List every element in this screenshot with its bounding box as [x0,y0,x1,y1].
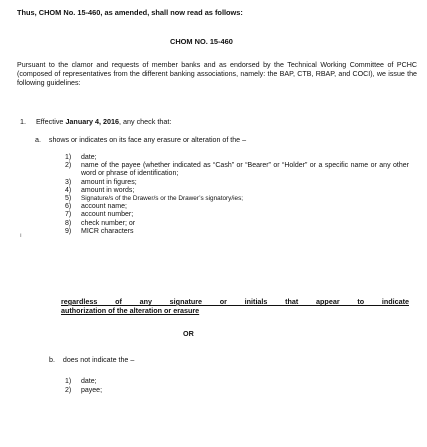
list-item-number: 1) [65,154,72,161]
sub-item-b [49,356,134,364]
regardless-clause-line-1: regardless of any signature or initials that appear to indicate [61,297,409,306]
regardless-clause [61,297,409,315]
list-item [65,211,409,219]
list-item-text: name of the payee (whether indicated as “Cash” or “Bearer” or “Holder” or a specific name or any other word or phrase of identification; [81,162,409,178]
list-item-number: 6) [65,203,72,211]
list-item [65,187,409,195]
list-item-text: amount in figures; [81,178,137,186]
margin-mark: ı [20,233,22,239]
list-item-number: 5) [65,195,72,203]
list-item-number: 2) [65,162,72,170]
missing-info-list [65,378,265,395]
list-item [65,195,409,203]
list-item [65,179,409,187]
item-1-date: January 4, 2016 [65,117,119,126]
list-item [65,220,409,228]
item-1-suffix: , any check that: [118,117,172,126]
list-item-number: 2) [65,386,72,394]
list-item-text: date; [81,154,97,161]
list-item-text: MICR characters [81,227,134,235]
list-item [65,378,265,387]
list-item [65,228,409,236]
regardless-clause-line-2: authorization of the alteration or erasure [61,306,200,315]
or-separator: OR [183,329,194,338]
list-item [65,154,409,162]
list-item-text: amount in words; [81,186,135,194]
sub-item-a-text: shows or indicates on its face any erasure or alteration of the – [48,136,247,144]
list-item-text: check number; or [81,219,136,227]
item-1-number: 1. [20,117,26,126]
list-item-number: 9) [65,227,72,235]
list-item-text: payee; [81,386,103,394]
item-1 [20,117,171,126]
list-item-text: date; [81,378,97,385]
sub-item-a-label: a. [35,136,41,144]
item-1-prefix: Effective [36,117,64,126]
list-item [65,203,409,211]
intro-line: Thus, CHOM No. 15-460, as amended, shall now read as follows: [17,8,243,17]
list-item-number: 4) [65,186,72,194]
list-item [65,162,409,178]
sub-item-b-label: b. [49,356,55,364]
sub-item-a [35,136,246,144]
list-item-number: 1) [65,378,72,385]
alteration-list [65,154,409,236]
list-item-number: 8) [65,219,72,227]
guidelines-paragraph: Pursuant to the clamor and requests of member banks and as endorsed by the Technical Working Committee of PCHC (composed of representatives from the different banking associations, namely: the BAP, CTB, RBAP, and COCI), we issue the following guidelines: [17,61,417,87]
list-item-text: account number; [81,211,134,219]
list-item-number: 3) [65,178,72,186]
list-item-text: account name; [81,203,127,211]
document-title: CHOM NO. 15-460 [170,37,233,46]
sub-item-b-text: does not indicate the – [62,356,135,364]
list-item [65,387,265,396]
list-item-text: Signature/s of the Drawer/s or the Drawer’s signatory/ies; [81,195,244,203]
list-item-number: 7) [65,211,72,219]
